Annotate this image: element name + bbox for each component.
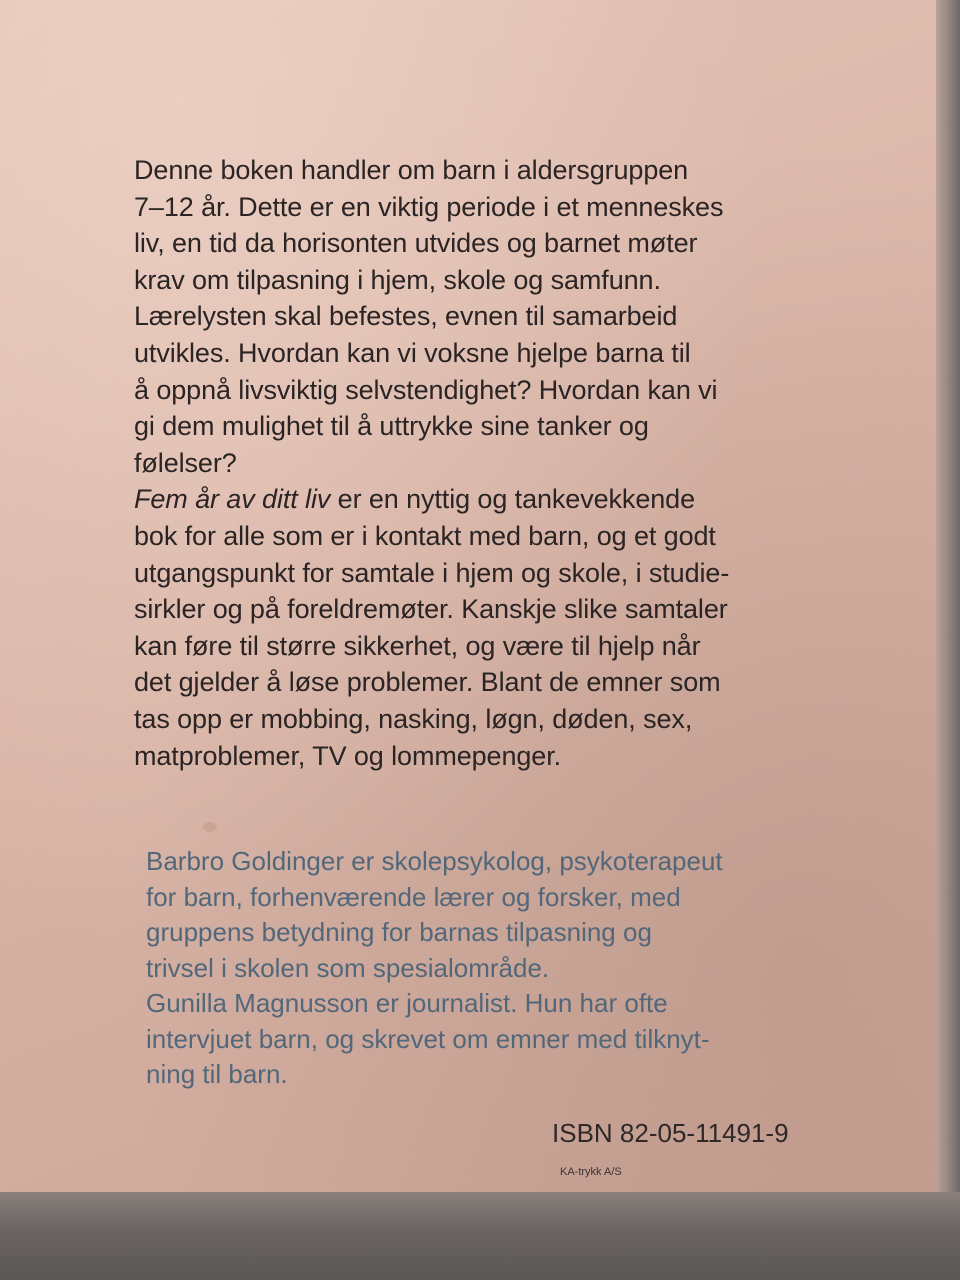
description-line: gi dem mulighet til å uttrykke sine tanker og [134, 411, 649, 442]
author-line: Barbro Goldinger er skolepsykolog, psykoterapeut [146, 846, 723, 876]
description-line: liv, en tid da horisonten utvides og barnet møter [134, 228, 698, 259]
description-continued-first: er en nyttig og tankevekkende [330, 484, 695, 515]
book-page-edge [936, 0, 960, 1192]
description-line: følelser? [134, 447, 237, 478]
isbn-number: ISBN 82-05-11491-9 [552, 1118, 789, 1148]
book-title-italic: Fem år av ditt liv [134, 484, 331, 515]
description-line: 7–12 år. Dette er en viktig periode i et menneskes [134, 191, 724, 222]
description-line: Lærelysten skal befestes, evnen til samarbeid [134, 301, 678, 332]
description-line: kan føre til større sikkerhet, og være til hjelp når [134, 630, 701, 661]
description-line: sirkler og på foreldremøter. Kanskje slike samtaler [134, 594, 728, 625]
description-line: krav om tilpasning i hjem, skole og samfunn. [134, 264, 661, 295]
description-line: Denne boken handler om barn i aldersgruppen [134, 155, 689, 185]
description-line: tas opp er mobbing, nasking, løgn, døden, sex, [134, 703, 693, 734]
author-line: ning til barn. [146, 1059, 288, 1089]
table-surface [0, 1192, 960, 1280]
author-line: gruppens betydning for barnas tilpasning og [146, 917, 652, 947]
description-line: det gjelder å løse problemer. Blant de emner som [134, 667, 721, 698]
description-title-line [134, 481, 874, 518]
book-description [134, 152, 874, 774]
description-line: utvikles. Hvordan kan vi voksne hjelpe barna til [134, 337, 691, 368]
description-line: å oppnå livsviktig selvstendighet? Hvordan kan vi [134, 374, 718, 405]
cover-smudge [203, 822, 217, 832]
author-line: trivsel i skolen som spesialområde. [146, 952, 550, 983]
author-line: for barn, forhenværende lærer og forsker, med [146, 881, 681, 912]
author-bios [146, 844, 886, 1093]
author-line: intervjuet barn, og skrevet om emner med tilknyt- [146, 1023, 710, 1054]
printer-imprint: KA-trykk A/S [560, 1166, 622, 1178]
description-line: matproblemer, TV og lommepenger. [134, 740, 562, 771]
description-line: utgangspunkt for samtale i hjem og skole, i studie- [134, 557, 730, 588]
author-line: Gunilla Magnusson er journalist. Hun har ofte [146, 988, 668, 1018]
description-line: bok for alle som er i kontakt med barn, og et godt [134, 520, 716, 551]
